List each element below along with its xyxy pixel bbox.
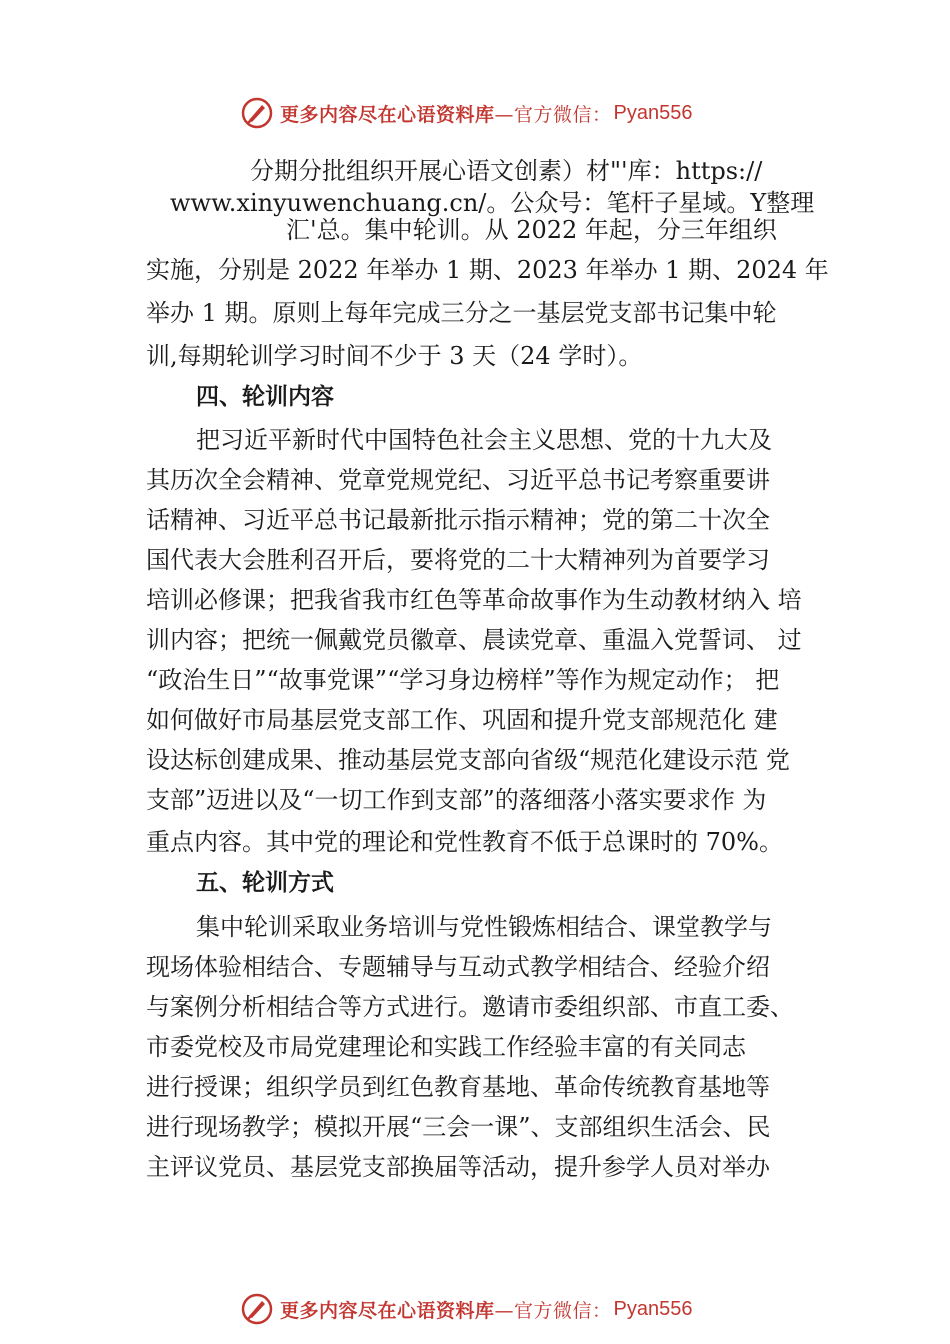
text-line: 训,每期轮训学习时间不少于 3 天（24 学时）。 bbox=[146, 342, 643, 370]
text-line: 现场体验相结合、专题辅导与互动式教学相结合、经验介绍 bbox=[146, 953, 770, 981]
text-line: 实施，分别是 2022 年举办 1 期、2023 年举办 1 期、2024 年 bbox=[146, 256, 829, 284]
text-line: 其历次全会精神、党章党规党纪、习近平总书记考察重要讲 bbox=[146, 466, 770, 494]
text-line: 市委党校及市局党建理论和实践工作经验丰富的有关同志 bbox=[146, 1033, 746, 1061]
text-line: 支部”迈进以及“一切工作到支部”的落细落小落实要求作 为 bbox=[146, 786, 767, 814]
banner-sub-text: —官方微信： bbox=[494, 1299, 612, 1322]
text-line: www.xinyuwenchuang.cn/。公众号：笔杆子星域。Y整理 bbox=[170, 189, 815, 217]
text-line: 与案例分析相结合等方式进行。邀请市委组织部、市直工委、 bbox=[146, 993, 794, 1021]
text-line: “政治生日”“故事党课”“学习身边榜样”等作为规定动作； 把 bbox=[146, 666, 780, 694]
text-line: 重点内容。其中党的理论和党性教育不低于总课时的 70%。 bbox=[146, 828, 783, 856]
text-line: 国代表大会胜利召开后，要将党的二十大精神列为首要学习 bbox=[146, 546, 770, 574]
brush-logo-icon bbox=[240, 1292, 274, 1326]
banner-wechat-id: Pyan556 bbox=[613, 101, 693, 124]
text-line: 把习近平新时代中国特色社会主义思想、党的十九大及 bbox=[196, 426, 772, 454]
banner-main-text: 更多内容尽在心语资料库 bbox=[280, 1299, 495, 1322]
section-heading: 四、轮训内容 bbox=[196, 384, 334, 410]
text-line: 培训必修课；把我省我市红色等革命故事作为生动教材纳入 培 bbox=[146, 586, 802, 614]
text-line: 设达标创建成果、推动基层党支部向省级“规范化建设示范 党 bbox=[146, 746, 790, 774]
header-watermark-banner bbox=[240, 96, 693, 130]
text-line: 进行现场教学；模拟开展“三会一课”、支部组织生活会、民 bbox=[146, 1113, 771, 1141]
banner-main-text: 更多内容尽在心语资料库 bbox=[280, 103, 495, 126]
text-line: 集中轮训采取业务培训与党性锻炼相结合、课堂教学与 bbox=[196, 913, 772, 941]
text-line: 汇'总。集中轮训。从 2022 年起，分三年组织 bbox=[286, 216, 777, 244]
text-line: 分期分批组织开展心语文创素）材"'库：https:// bbox=[250, 157, 763, 185]
section-heading: 五、轮训方式 bbox=[196, 870, 334, 896]
text-line: 训内容；把统一佩戴党员徽章、晨读党章、重温入党誓词、 过 bbox=[146, 626, 802, 654]
text-line: 进行授课；组织学员到红色教育基地、革命传统教育基地等 bbox=[146, 1073, 770, 1101]
text-line: 举办 1 期。原则上每年完成三分之一基层党支部书记集中轮 bbox=[146, 299, 777, 327]
brush-logo-icon bbox=[240, 96, 274, 130]
text-line: 话精神、习近平总书记最新批示指示精神；党的第二十次全 bbox=[146, 506, 770, 534]
banner-wechat-id: Pyan556 bbox=[613, 1297, 693, 1320]
text-line: 主评议党员、基层党支部换届等活动，提升参学人员对举办 bbox=[146, 1153, 770, 1181]
banner-sub-text: —官方微信： bbox=[494, 103, 612, 126]
text-line: 如何做好市局基层党支部工作、巩固和提升党支部规范化 建 bbox=[146, 706, 778, 734]
footer-watermark-banner bbox=[240, 1292, 693, 1326]
